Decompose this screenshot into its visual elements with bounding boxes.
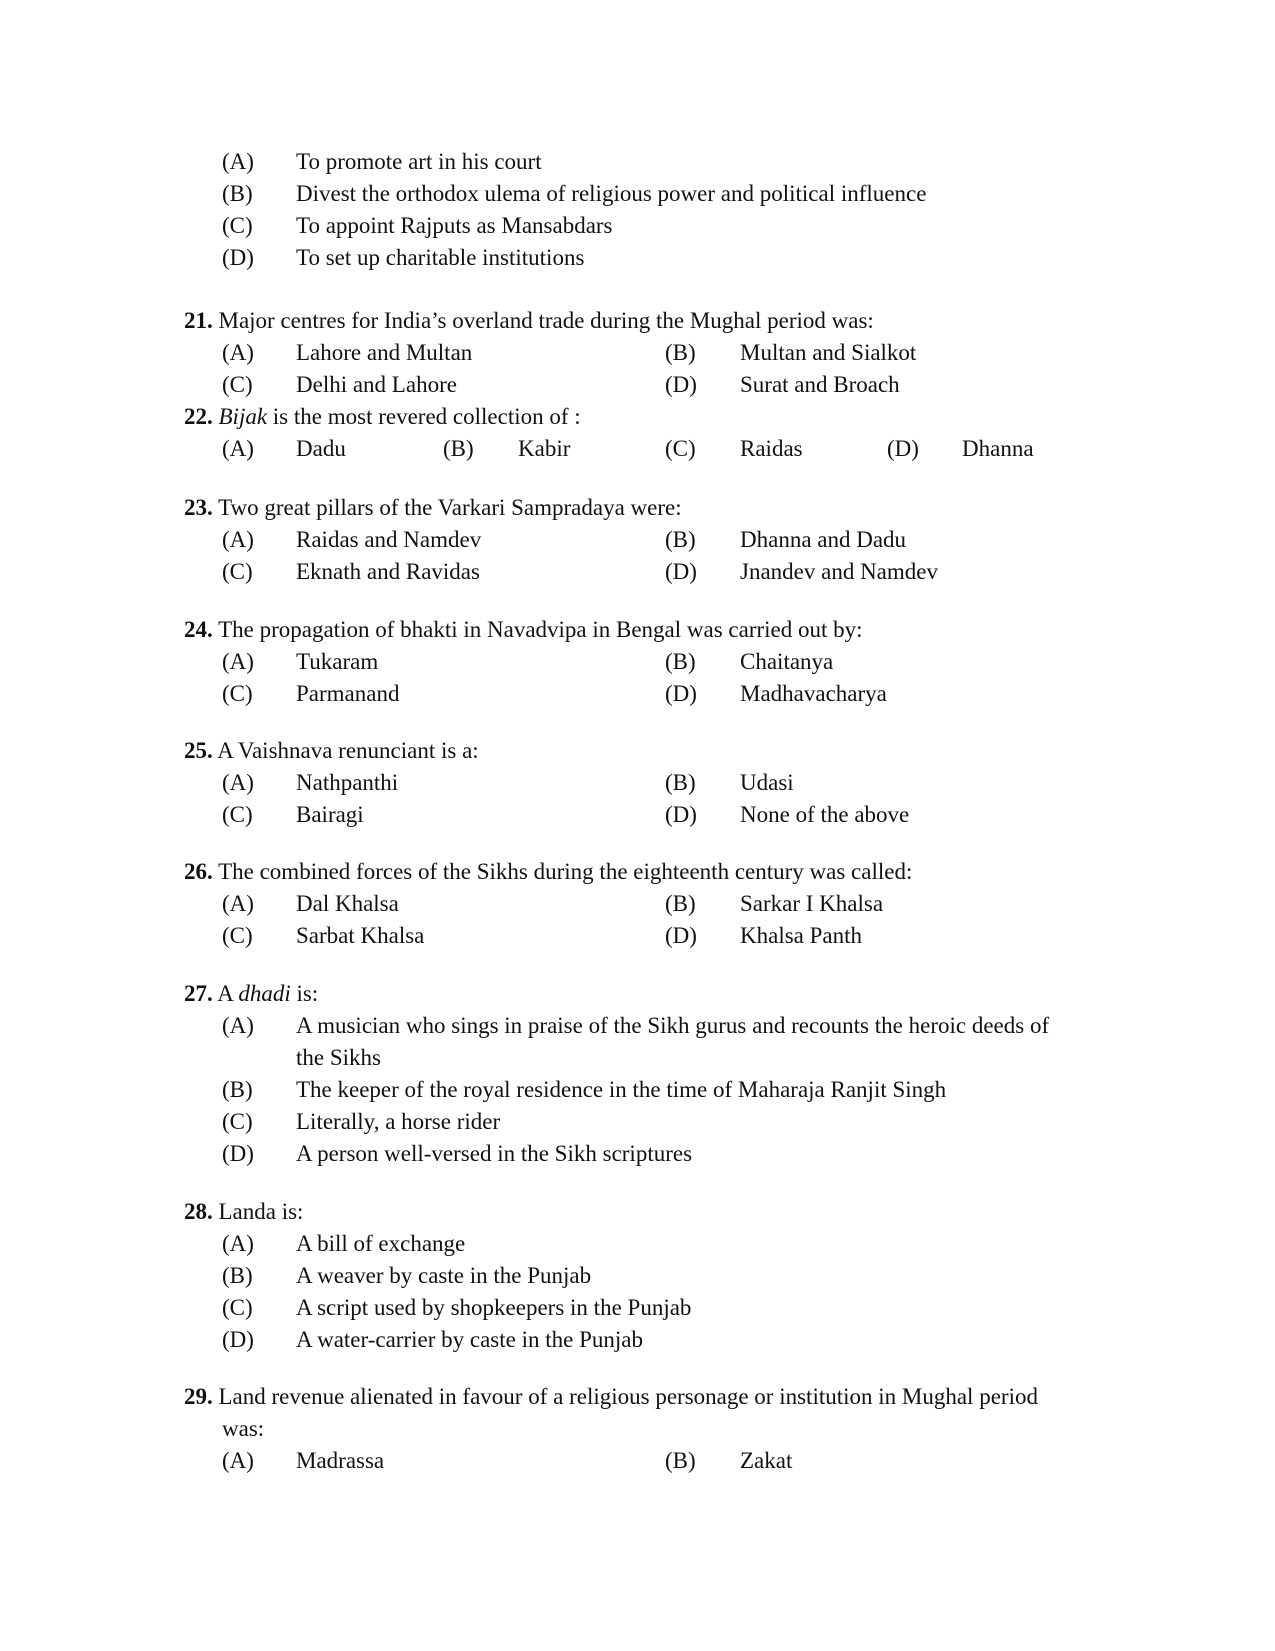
option-text: To set up charitable institutions	[296, 245, 585, 270]
option-letter: (D)	[665, 923, 697, 948]
question-italic-term: Bijak	[218, 404, 268, 429]
option-letter: (C)	[222, 1109, 253, 1134]
option-letter: (D)	[665, 559, 697, 584]
option-text: Multan and Sialkot	[740, 340, 917, 365]
option-text: Khalsa Panth	[740, 923, 863, 948]
option-text: Dhanna	[962, 436, 1034, 461]
option-text: Dal Khalsa	[296, 891, 399, 916]
option-letter: (B)	[665, 527, 696, 552]
option-text: Chaitanya	[740, 649, 834, 674]
option-text: To promote art in his court	[296, 149, 542, 174]
question-number: 29.	[184, 1384, 213, 1409]
question-number: 21.	[184, 308, 213, 333]
question-number: 24.	[184, 617, 213, 642]
option-letter: (A)	[222, 1013, 254, 1038]
option-text: Raidas and Namdev	[296, 527, 482, 552]
option-text: Udasi	[740, 770, 794, 795]
option-text: Literally, a horse rider	[296, 1109, 501, 1134]
question-text: A Vaishnava renunciant is a:	[217, 738, 479, 763]
option-letter: (B)	[665, 891, 696, 916]
question-text: is the most revered collection of :	[272, 404, 581, 429]
option-letter: (A)	[222, 770, 254, 795]
question-number: 25.	[184, 738, 213, 763]
option-letter: (A)	[222, 340, 254, 365]
option-letter: (B)	[665, 340, 696, 365]
option-letter: (D)	[665, 802, 697, 827]
option-text: To appoint Rajputs as Mansabdars	[296, 213, 613, 238]
option-letter: (B)	[665, 1448, 696, 1473]
option-text: Raidas	[740, 436, 803, 461]
option-letter: (D)	[222, 245, 254, 270]
option-letter: (D)	[665, 681, 697, 706]
option-text: Bairagi	[296, 802, 364, 827]
option-text: Jnandev and Namdev	[740, 559, 938, 584]
option-letter: (D)	[222, 1141, 254, 1166]
option-text: The keeper of the royal residence in the time of Maharaja Ranjit Singh	[296, 1077, 947, 1102]
option-letter: (C)	[222, 372, 253, 397]
question-text: Two great pillars of the Varkari Sampradaya were:	[218, 495, 682, 520]
option-text: A bill of exchange	[296, 1231, 466, 1256]
option-text: Eknath and Ravidas	[296, 559, 480, 584]
option-text: Lahore and Multan	[296, 340, 473, 365]
question-text: Land revenue alienated in favour of a religious personage or institution in Mughal period	[218, 1384, 1038, 1409]
option-letter: (D)	[887, 436, 919, 461]
option-letter: (B)	[665, 649, 696, 674]
option-text: Nathpanthi	[296, 770, 399, 795]
option-text: Surat and Broach	[740, 372, 900, 397]
option-text: A weaver by caste in the Punjab	[296, 1263, 592, 1288]
option-letter: (A)	[222, 649, 254, 674]
question-number: 26.	[184, 859, 213, 884]
option-letter: (B)	[443, 436, 474, 461]
question-number: 23.	[184, 495, 213, 520]
option-letter: (A)	[222, 1448, 254, 1473]
question-text: The propagation of bhakti in Navadvipa in Bengal was carried out by:	[218, 617, 863, 642]
option-text: A musician who sings in praise of the Sikh gurus and recounts the heroic deeds of	[296, 1013, 1050, 1038]
question-text: The combined forces of the Sikhs during the eighteenth century was called:	[218, 859, 913, 884]
question-text: Landa is:	[218, 1199, 304, 1224]
option-letter: (A)	[222, 891, 254, 916]
option-letter: (A)	[222, 149, 254, 174]
question-number: 28.	[184, 1199, 213, 1224]
option-text: Divest the orthodox ulema of religious power and political influence	[296, 181, 927, 206]
option-letter: (D)	[222, 1327, 254, 1352]
option-letter: (C)	[222, 923, 253, 948]
option-text: A person well-versed in the Sikh scriptures	[296, 1141, 693, 1166]
question-text-continuation: was:	[222, 1416, 265, 1441]
option-text: Madhavacharya	[740, 681, 887, 706]
option-text: Madrassa	[296, 1448, 385, 1473]
option-letter: (C)	[222, 1295, 253, 1320]
option-text: Kabir	[518, 436, 571, 461]
question-text: is:	[296, 981, 319, 1006]
option-letter: (B)	[222, 1263, 253, 1288]
option-letter: (A)	[222, 1231, 254, 1256]
option-letter: (A)	[222, 436, 254, 461]
option-letter: (D)	[665, 372, 697, 397]
question-number: 27.	[184, 981, 213, 1006]
question-text: Major centres for India’s overland trade during the Mughal period was:	[218, 308, 874, 333]
option-letter: (B)	[222, 181, 253, 206]
question-italic-term: dhadi	[238, 981, 291, 1006]
question-number: 22.	[184, 404, 213, 429]
option-letter: (C)	[222, 802, 253, 827]
option-text: A script used by shopkeepers in the Punjab	[296, 1295, 692, 1320]
option-letter: (C)	[665, 436, 696, 461]
option-text: Dadu	[296, 436, 346, 461]
option-letter: (C)	[222, 559, 253, 584]
option-text: Delhi and Lahore	[296, 372, 457, 397]
option-text: Dhanna and Dadu	[740, 527, 907, 552]
option-text: Zakat	[740, 1448, 793, 1473]
option-text-continuation: the Sikhs	[296, 1045, 381, 1070]
question-text-prefix: A	[217, 981, 233, 1006]
option-letter: (C)	[222, 213, 253, 238]
option-text: Sarkar I Khalsa	[740, 891, 884, 916]
option-text: Sarbat Khalsa	[296, 923, 425, 948]
option-letter: (C)	[222, 681, 253, 706]
option-text: Parmanand	[296, 681, 400, 706]
option-text: Tukaram	[296, 649, 379, 674]
option-letter: (B)	[665, 770, 696, 795]
option-text: A water-carrier by caste in the Punjab	[296, 1327, 643, 1352]
option-letter: (A)	[222, 527, 254, 552]
option-letter: (B)	[222, 1077, 253, 1102]
option-text: None of the above	[740, 802, 910, 827]
